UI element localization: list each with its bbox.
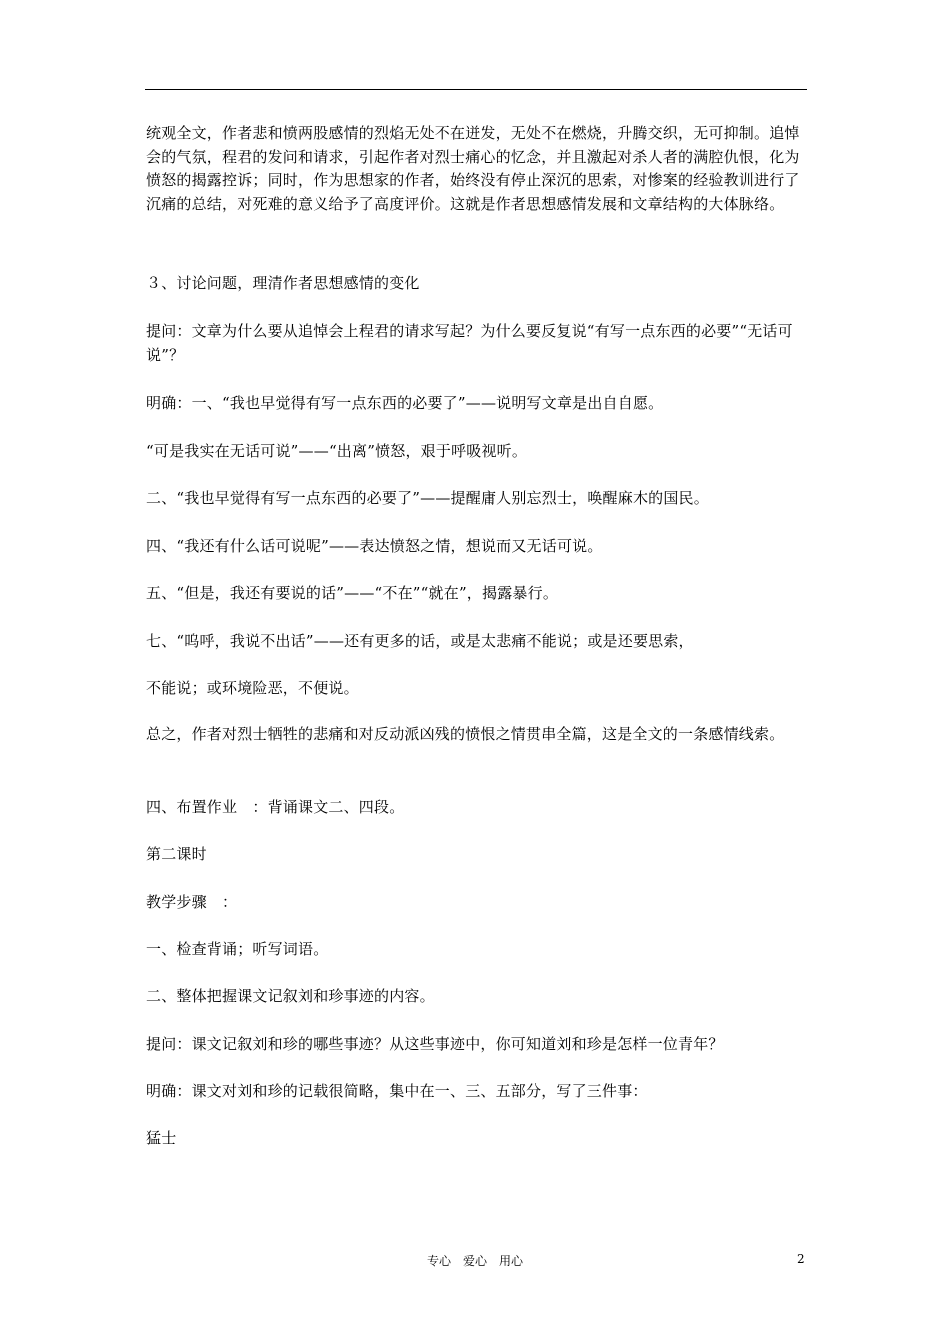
paragraph-answer-1: 明确：一、“我也早觉得有写一点东西的必要了”——说明写文章是出自自愿。 — [146, 394, 664, 412]
paragraph-second-lesson: 第二课时 — [146, 845, 207, 863]
paragraph-answer-4: 四、“我还有什么话可说呢”——表达愤怒之情，想说而又无话可说。 — [146, 537, 603, 555]
paragraph-conclusion: 总之，作者对烈士牺牲的悲痛和对反动派凶残的愤恨之情贯串全篇，这是全文的一条感情线索。 — [146, 725, 785, 743]
paragraph-step-2: 二、整体把握课文记叙刘和珍事迹的内容。 — [146, 987, 435, 1005]
paragraph-answer-summary: 明确：课文对刘和珍的记载很简略，集中在一、三、五部分，写了三件事： — [146, 1082, 648, 1100]
paragraph-summary: 统观全文，作者悲和愤两股感情的烈焰无处不在迸发，无处不在燃烧，升腾交织，无可抑制。追悼会的气氛，程君的发问和请求，引起作者对烈士痛心的忆念，并且激起对杀人者的满腔仇恨，化为愤怒的揭露控诉；同时，作为思想家的作者，始终没有停止深沉的思索，对惨案的经验教训进行了沉痛的总结，对死难的意义给予了高度评价。这就是作者思想感情发展和文章结构的大体脉络。 — [146, 124, 800, 213]
footer-slogan: 专心 爱心 用心 — [426, 1254, 523, 1268]
paragraph-homework: 四、布置作业 ：背诵课文二、四段。 — [146, 798, 405, 816]
paragraph-answer-7: 七、“呜呼，我说不出话”——还有更多的话，或是太悲痛不能说；或是还要思索， — [146, 632, 694, 650]
paragraph-step-1: 一、检查背诵；听写词语。 — [146, 940, 329, 958]
paragraph-answer-1b: “可是我实在无话可说”——“出离”愤怒，艰于呼吸视听。 — [146, 442, 528, 460]
paragraph-heading-discussion: ３、讨论问题，理清作者思想感情的变化 — [146, 274, 420, 292]
paragraph-warrior: 猛士 — [146, 1129, 177, 1147]
paragraph-question-2: 提问：课文记叙刘和珍的哪些事迹？从这些事迹中，你可知道刘和珍是怎样一位青年？ — [146, 1035, 724, 1053]
paragraph-steps: 教学步骤 ： — [146, 893, 238, 911]
paragraph-answer-7b: 不能说；或环境险恶，不便说。 — [146, 679, 359, 697]
paragraph-answer-2: 二、“我也早觉得有写一点东西的必要了”——提醒庸人别忘烈士，唤醒麻木的国民。 — [146, 489, 709, 507]
header-rule — [145, 89, 807, 90]
paragraph-answer-5: 五、“但是，我还有要说的话”——“不在”“就在”，揭露暴行。 — [146, 584, 559, 602]
paragraph-question: 提问：文章为什么要从追悼会上程君的请求写起？为什么要反复说“有写一点东西的必要”“无话可说”？ — [146, 322, 793, 364]
page-number: 2 — [797, 1252, 805, 1266]
